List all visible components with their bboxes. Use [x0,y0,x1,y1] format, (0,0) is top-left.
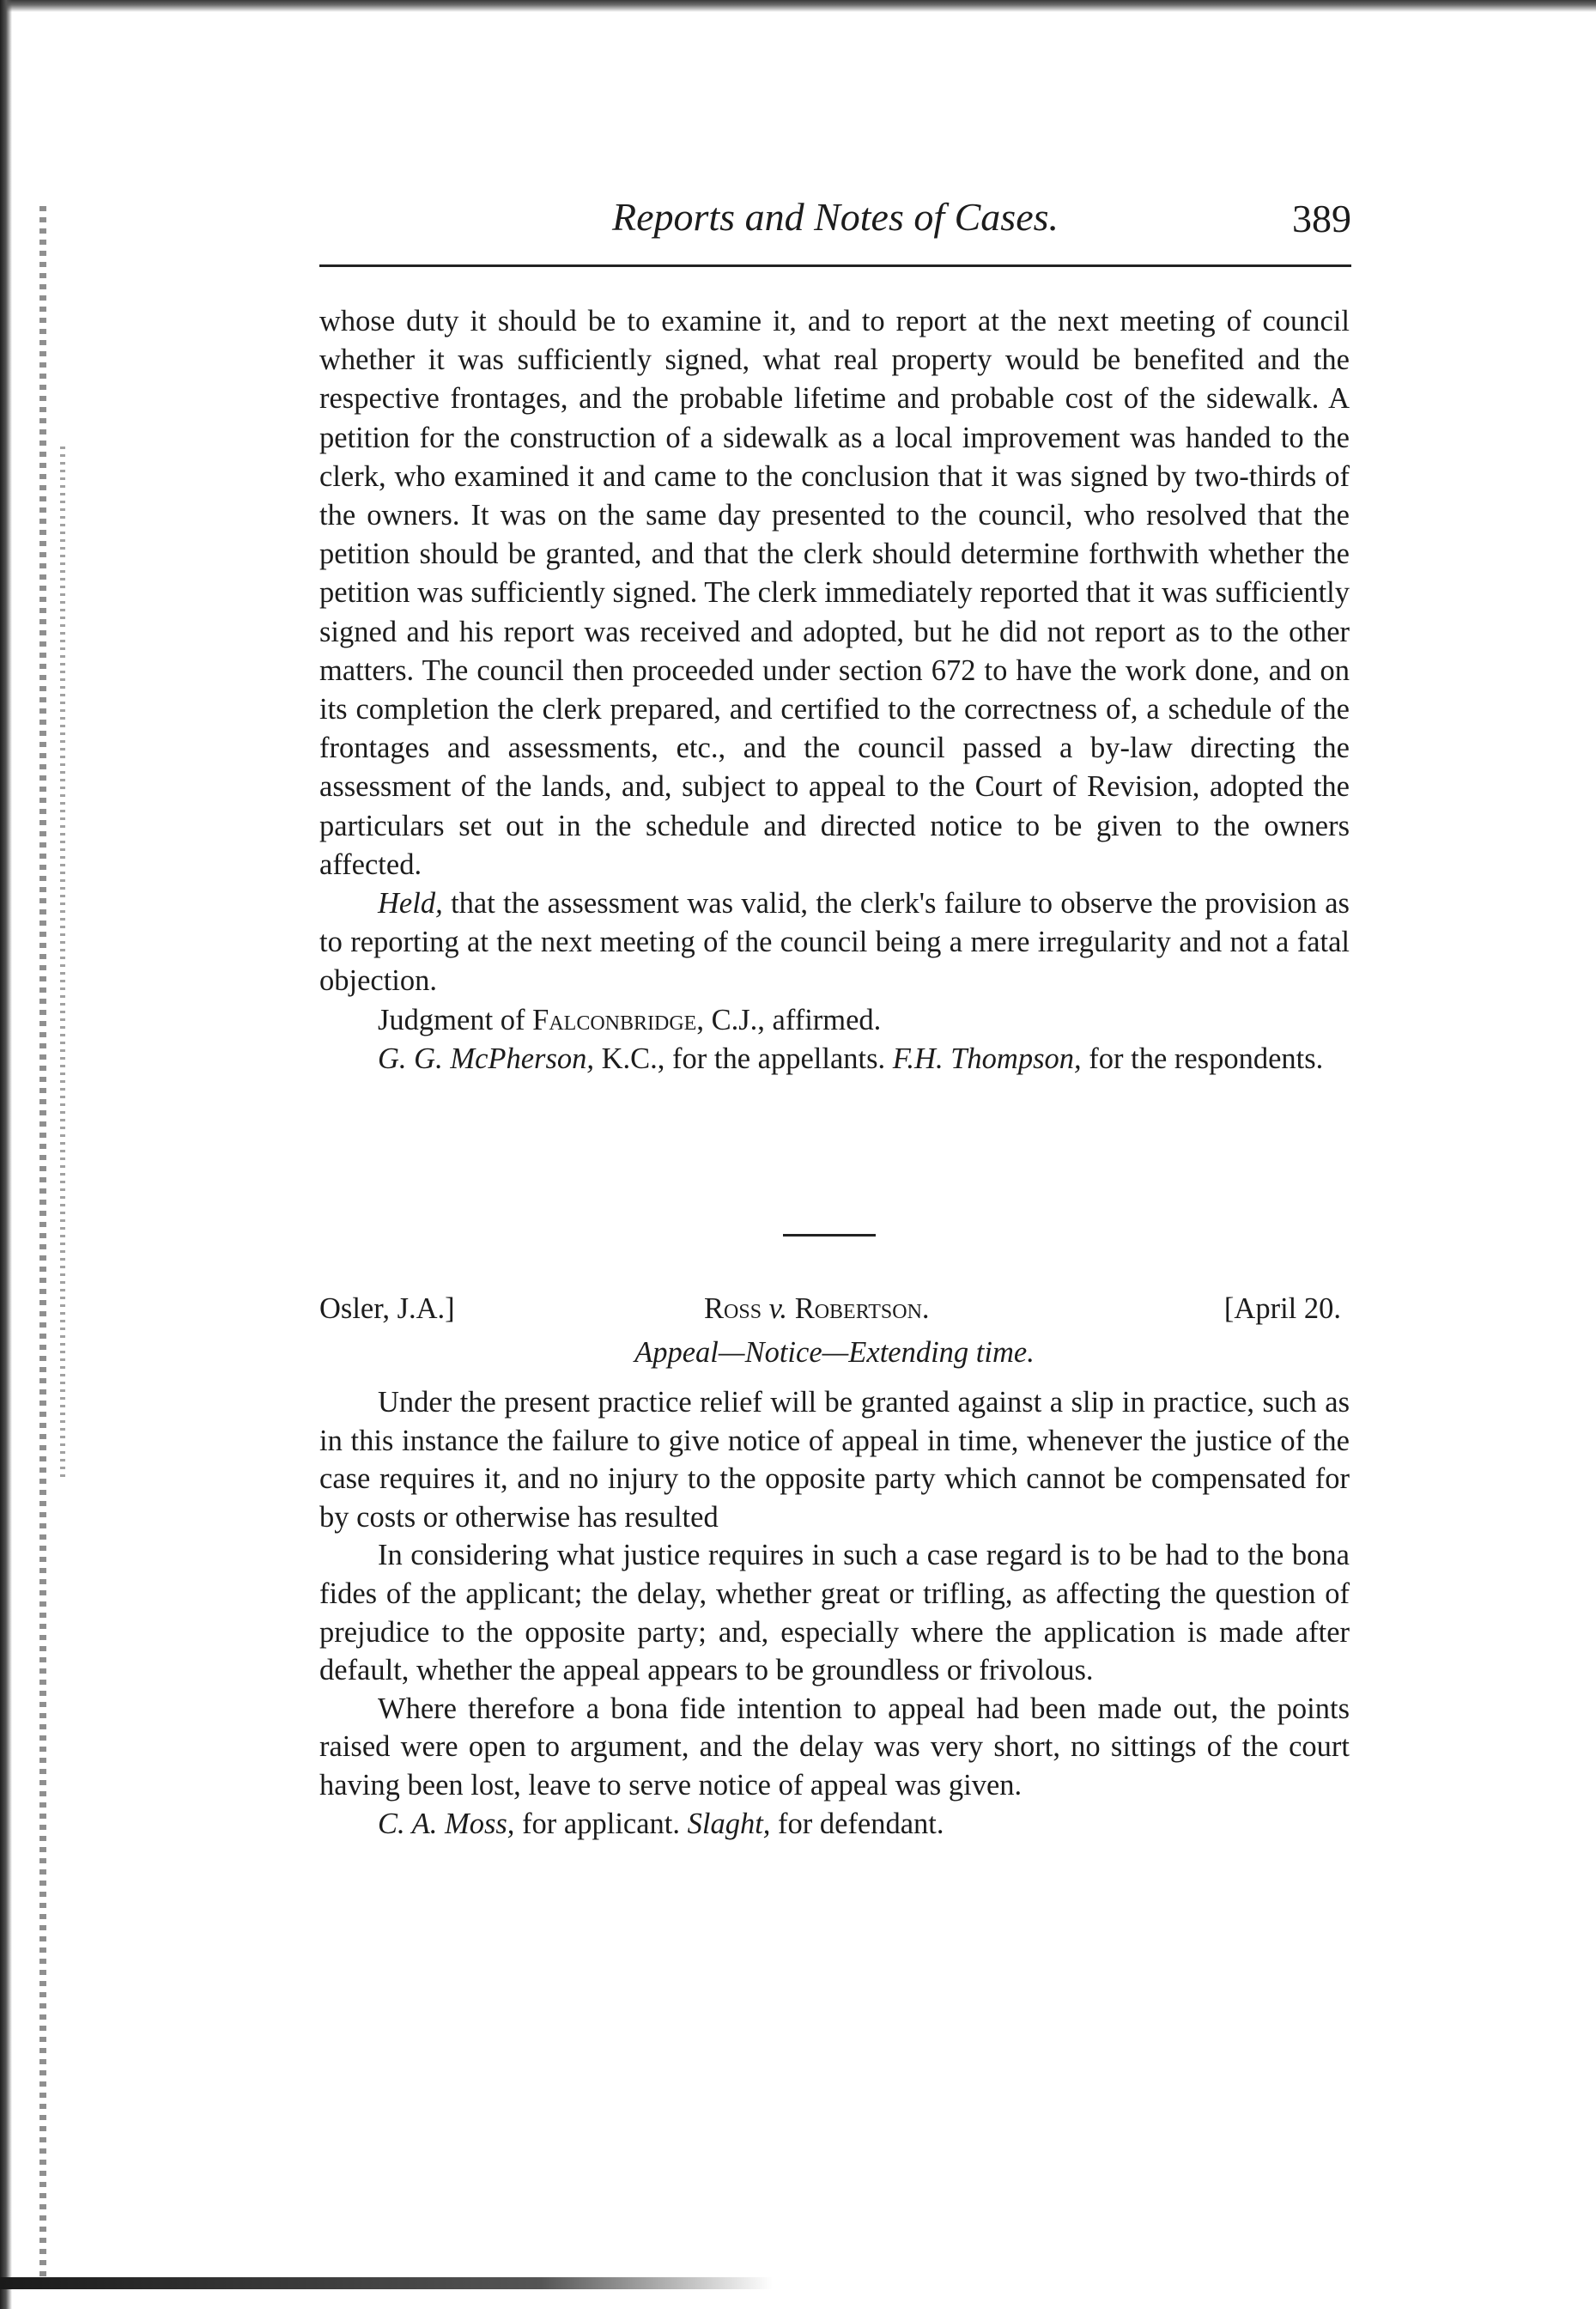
counsel-applicant-text: for applicant. [514,1807,688,1840]
judgment-judge: Falconbridge [532,1003,697,1036]
case-party-1: Ross [704,1292,762,1325]
counsel-defendant-name: Slaght, [687,1807,771,1840]
scan-edge-bottom [0,2277,773,2289]
second-case-paragraph-1: Under the present practice relief will be granted against a slip in practice, such as in this instance the failure to give notice of appeal in time, whenever the justice of the case requires it, and no injury to the opposite party which cannot be compensated for by costs or otherwise has resulted [319,1386,1350,1534]
section-divider [783,1234,876,1237]
counsel-respondents-text: for the respondents. [1081,1042,1324,1075]
counsel-applicant-name: C. A. Moss, [378,1807,515,1840]
judgment-line [319,1001,1350,1040]
counsel-respondents-name: F.H. Thompson, [892,1042,1082,1075]
held-text: that the assessment was valid, the clerk's failure to observe the provision as to reporting at the next meeting of the council being a mere irregularity and not a fatal objection. [319,887,1350,998]
second-case-report [319,1383,1350,1843]
first-case-report [319,302,1350,1079]
held-word: Held, [378,887,443,921]
header-rule [319,264,1351,267]
scan-binding-shadow [39,206,46,2284]
case-subject: Appeal—Notice—Extending time. [634,1336,1035,1369]
counsel-appellants-text: K.C., for the appellants. [594,1042,893,1075]
scan-binding-speckle [60,447,65,1477]
second-case-paragraph-3: Where therefore a bona fide intention to appeal had been made out, the points raised were open to argument, and the delay was very short, no sittings of the court having been lost, leave to serve notice of appeal was given. [319,1692,1350,1802]
second-case-paragraph-2: In considering what justice requires in such a case regard is to be had to the bona fides of the applicant; the delay, whether great or trifling, as affecting the question of prejudice to the opposite party; and, especially where the application is made after default, whether the appeal appears to be groundless or frivolous. [319,1539,1350,1687]
case-judge: Osler, J.A.] [319,1292,455,1325]
first-case-paragraph: whose duty it should be to examine it, and to report at the next meeting of council whether it was sufficiently signed, what real property would be benefited and the respective frontages, and the probable lifetime and probable cost of the sidewalk. A petition for the construction of a sidewalk as a local improvement was handed to the clerk, who examined it and came to the conclusion that it was signed by two-thirds of the owners. It was on the same day presented to the council, who resolved that the petition should be granted, and that the clerk should determine forthwith whether the petition was sufficiently signed. The clerk immediately reported that it was sufficiently signed and his report was received and adopted, but he did not report as to the other matters. The council then proceeded under section 672 to have the work done, and on its completion the clerk prepared, and certified to the correctness of, a schedule of the frontages and assessments, etc., and the council passed a by-law directing the assessment of the lands, and, subject to appeal to the Court of Revision, adopted the particulars set out in the schedule and directed notice to be given to the owners affected. [319,305,1350,881]
scan-edge-left [0,0,12,2309]
scan-edge-top [0,0,1596,12]
second-case-header [319,1288,1341,1329]
counsel-appellants-name: G. G. McPherson, [378,1042,594,1075]
second-case-counsel [319,1805,1350,1844]
case-versus: v. [768,1292,788,1325]
first-case-holding [319,884,1350,1001]
first-case-counsel [319,1040,1350,1079]
case-title [704,1288,930,1329]
running-head [319,189,1351,249]
case-date: [April 20. [1223,1292,1341,1325]
case-party-2: Robertson. [794,1292,930,1325]
page-number: 389 [1292,197,1351,240]
judgment-prefix: Judgment of [378,1003,533,1036]
running-title: Reports and Notes of Cases. [611,195,1059,239]
judgment-suffix: , C.J., affirmed. [696,1003,882,1036]
counsel-defendant-text: for defendant. [770,1807,944,1840]
